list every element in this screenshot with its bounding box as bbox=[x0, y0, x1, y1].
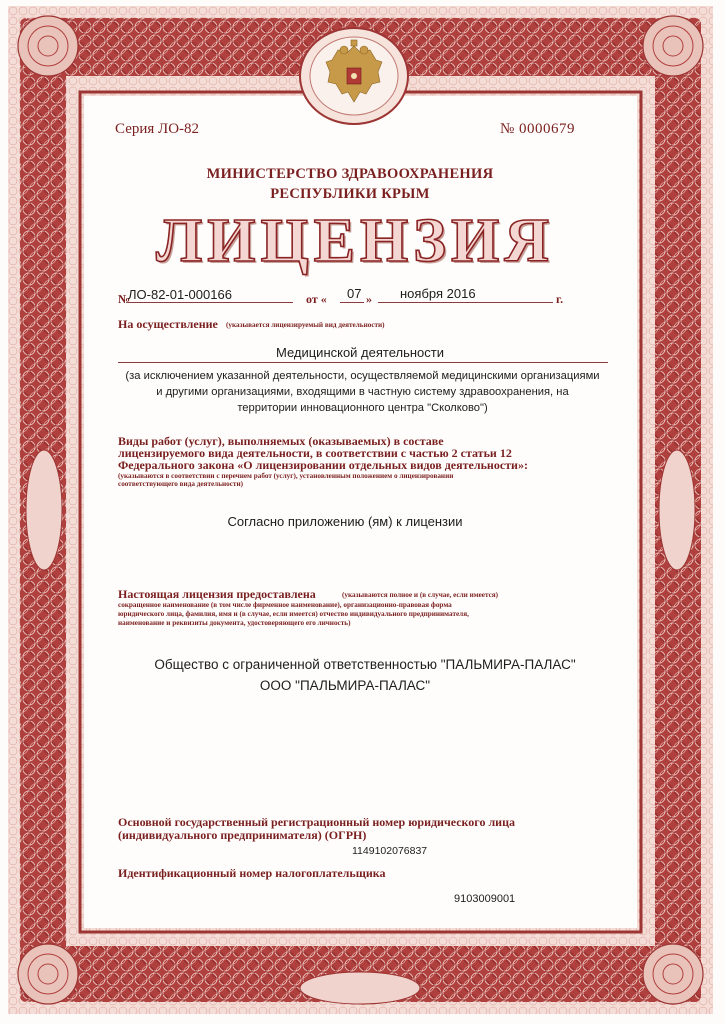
licensee-hint-line2: сокращенное наименование (в том числе фирменное наименование), организационно-правовая форма bbox=[118, 601, 452, 609]
licensee-hint-line4: наименование и реквизиты документа, удостоверяющего его личность) bbox=[118, 619, 351, 627]
date-from-label: от « bbox=[306, 292, 327, 306]
licensee-hint-line3: юридического лица, фамилия, имя и (в случае, если имеется) отчество индивидуального предпринимателя, bbox=[118, 610, 469, 618]
day-underline bbox=[340, 302, 364, 303]
license-day: 07 bbox=[347, 286, 362, 301]
activity-note-line1: (за исключением указанной деятельности, осуществляемой медицинскими организациями bbox=[125, 370, 600, 382]
works-label-line3: Федерального закона «О лицензировании отдельных видов деятельности»: bbox=[118, 458, 528, 472]
ogrn-label-line1: Основной государственный регистрационный номер юридического лица bbox=[118, 815, 516, 829]
number-prefix: № bbox=[118, 292, 131, 306]
works-value: Согласно приложению (ям) к лицензии bbox=[227, 514, 463, 529]
licensee-hint-line1: (указываются полное и (в случае, если имеется) bbox=[342, 591, 499, 599]
year-suffix: г. bbox=[556, 292, 564, 306]
guilloche-border bbox=[8, 6, 713, 1014]
month-underline bbox=[378, 302, 553, 303]
activity-hint: (указывается лицензируемый вид деятельности) bbox=[226, 321, 385, 329]
activity-note-line3: территории инновационного центра "Сколково") bbox=[237, 402, 488, 414]
works-label-line1: Виды работ (услуг), выполняемых (оказываемых) в составе bbox=[118, 434, 444, 448]
activity-note-line2: и другими организациями, входящими в частную систему здравоохранения, на bbox=[156, 386, 569, 398]
coat-of-arms-emblem bbox=[298, 26, 410, 126]
activity-value: Медицинской деятельности bbox=[275, 345, 445, 360]
ministry-name-line1: МИНИСТЕРСТВО ЗДРАВООХРАНЕНИЯ bbox=[206, 166, 494, 182]
license-month-year: ноября 2016 bbox=[400, 286, 476, 301]
license-number-underline bbox=[128, 302, 293, 303]
licensee-full-name: Общество с ограниченной ответственностью "ПАЛЬМИРА-ПАЛАС" bbox=[154, 657, 576, 672]
works-hint-line2: соответствующего вида деятельности) bbox=[118, 480, 243, 488]
document-title: ЛИЦЕНЗИЯ bbox=[156, 207, 554, 275]
ogrn-label-line2: (индивидуального предпринимателя) (ОГРН) bbox=[118, 828, 367, 842]
licensee-label: Настоящая лицензия предоставлена bbox=[118, 587, 316, 601]
date-close-quote: » bbox=[366, 292, 372, 306]
license-form-number: № 0000679 bbox=[500, 121, 576, 137]
ogrn-value: 1149102076837 bbox=[352, 845, 428, 857]
ministry-name-line2: РЕСПУБЛИКИ КРЫМ bbox=[270, 186, 430, 202]
licensee-short-name: ООО "ПАЛЬМИРА-ПАЛАС" bbox=[259, 678, 431, 693]
series-label: Серия ЛО-82 bbox=[115, 121, 200, 137]
activity-underline bbox=[118, 362, 608, 363]
license-number: ЛО-82-01-000166 bbox=[128, 287, 232, 302]
activity-label: На осуществление bbox=[118, 317, 218, 331]
works-hint-line1: (указываются в соответствии с перечнем работ (услуг), установленным положением о лицензировании bbox=[118, 472, 454, 480]
inn-label: Идентификационный номер налогоплательщика bbox=[118, 866, 386, 880]
inn-value: 9103009001 bbox=[454, 893, 516, 905]
works-label-line2: лицензируемого вида деятельности, в соответствии с частью 2 статьи 12 bbox=[118, 446, 512, 460]
